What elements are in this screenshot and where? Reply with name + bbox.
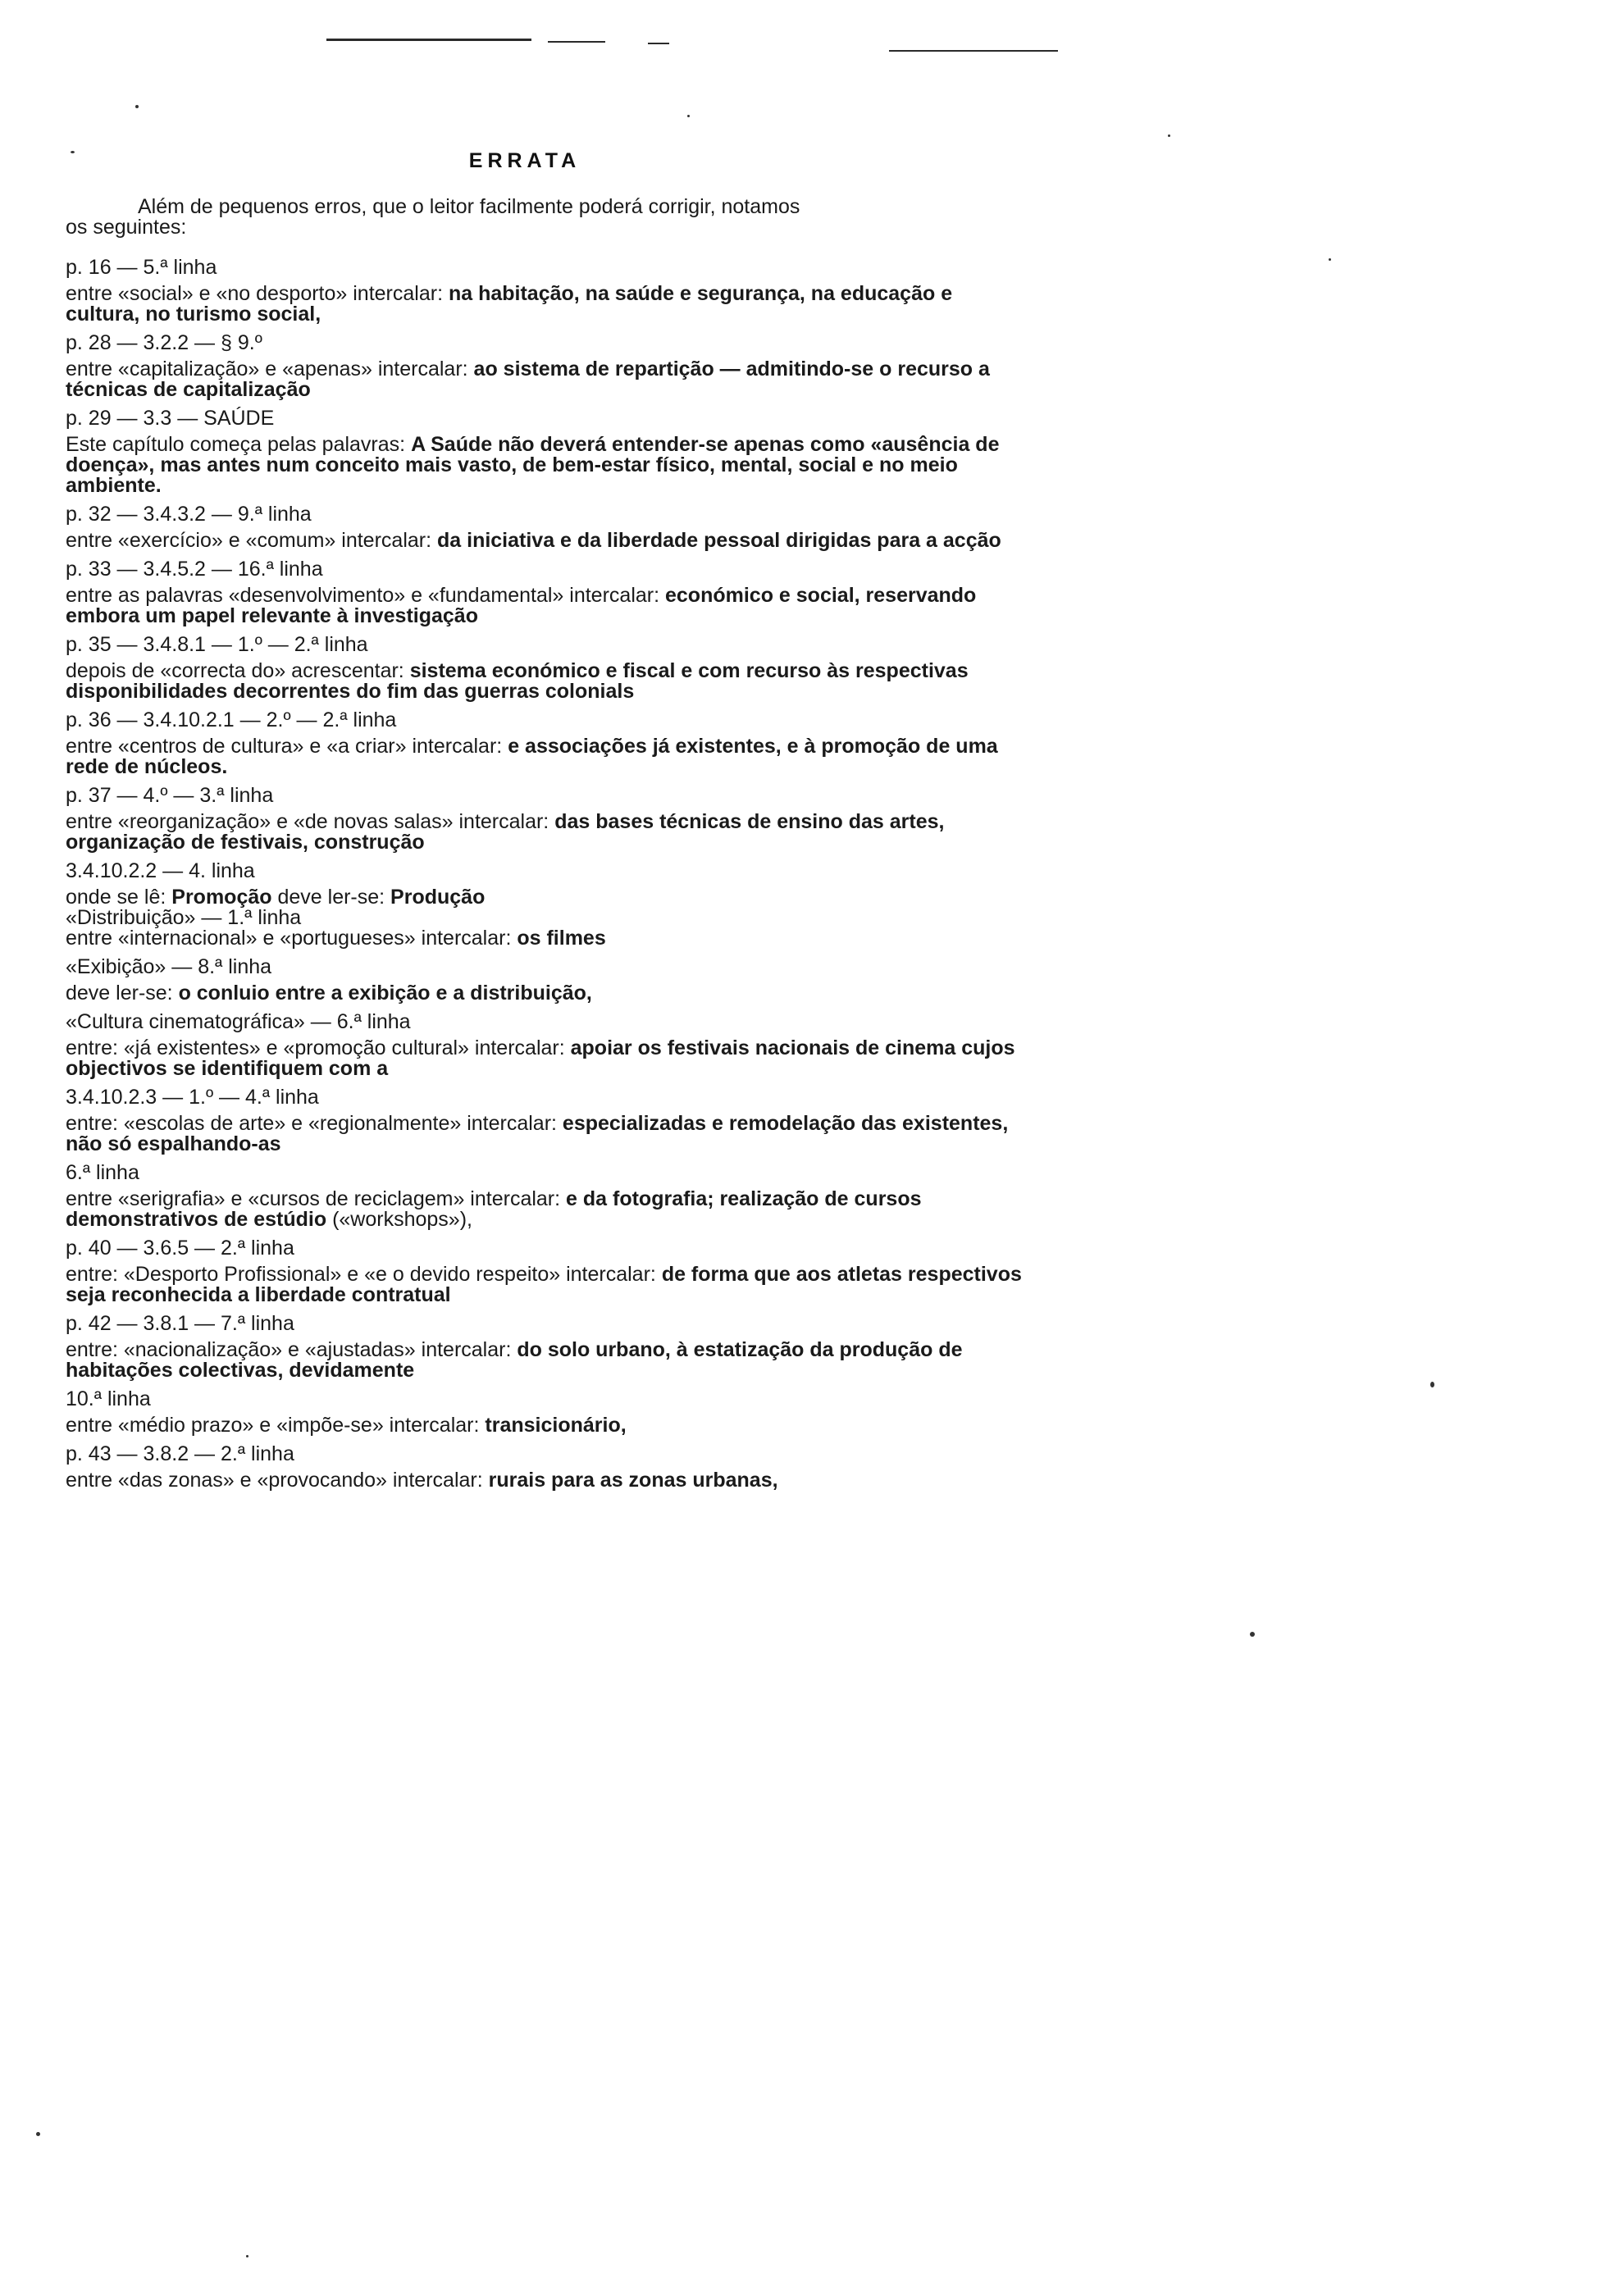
entry-reference: p. 16 — 5.ª linha [66, 256, 217, 279]
scan-rule-top-4 [889, 50, 1058, 52]
entry-reference: «Exibição» — 8.ª linha [66, 955, 272, 978]
entry-instruction: depois de «correcta do» acrescentar: [66, 659, 410, 682]
entry-correction: os filmes [517, 927, 606, 950]
entry-text [66, 661, 1025, 702]
entry-correction: o conluio entre a exibição e a distribuição, [178, 982, 592, 1004]
entry-reference: 3.4.10.2.2 — 4. linha [66, 859, 255, 882]
entry-reference: p. 29 — 3.3 — SAÚDE [66, 407, 275, 430]
scan-speck [1250, 1632, 1255, 1637]
entry-correction: e associações já existentes, e à promoção de uma rede de núcleos. [66, 735, 998, 778]
entry-correction: rurais para as zonas urbanas, [488, 1469, 778, 1492]
entry-instruction: entre: «escolas de arte» e «regionalmente» intercalar: [66, 1112, 563, 1135]
entry-text [66, 1264, 1025, 1305]
entry-instruction: onde se lê: [66, 886, 172, 909]
errata-entry [66, 257, 1025, 325]
intro-line-2: os seguintes: [66, 216, 187, 239]
errata-content [66, 197, 1025, 1499]
entry-reference: p. 35 — 3.4.8.1 — 1.º — 2.ª linha [66, 633, 368, 656]
entry-text [66, 585, 1025, 626]
entry-text [66, 1189, 1025, 1230]
errata-entry [66, 333, 1025, 400]
scan-speck [135, 105, 139, 108]
scan-rule-top-2 [548, 41, 605, 43]
entry-correction: da iniciativa e da liberdade pessoal dirigidas para a acção [437, 529, 1001, 552]
page-title: ERRATA [468, 149, 581, 172]
entry-instruction: entre «exercício» e «comum» intercalar: [66, 529, 437, 552]
entry-text [66, 928, 1025, 949]
entry-text [66, 736, 1025, 777]
entry-text [66, 1038, 1025, 1079]
entry-instruction: entre as palavras «desenvolvimento» e «fundamental» intercalar: [66, 584, 665, 607]
entry-text [66, 887, 1025, 908]
scan-rule-top-1 [326, 39, 531, 41]
errata-entry [66, 861, 1025, 949]
entry-reference: 6.ª linha [66, 1161, 139, 1184]
entry-text [66, 1470, 1025, 1491]
entry-instruction: entre «serigrafia» e «cursos de reciclagem» intercalar: [66, 1187, 567, 1210]
entry-instruction: entre «médio prazo» e «impõe-se» intercalar: [66, 1414, 486, 1437]
intro-line-1: Além de pequenos erros, que o leitor facilmente poderá corrigir, notamos [138, 195, 800, 218]
entry-correction: sistema económico e fiscal e com recurso às respectivas disponibilidades decorrentes do fim das guerras colonials [66, 659, 969, 703]
entry-correction: apoiar os festivais nacionais de cinema cujos objectivos se identifiquem com a [66, 1036, 1015, 1080]
scan-speck [1329, 258, 1331, 261]
entry-subreference: «Distribuição» — 1.ª linha [66, 906, 302, 929]
entry-correction: de forma que aos atletas respectivos seja reconhecida a liberdade contratual [66, 1263, 1022, 1306]
errata-entry [66, 786, 1025, 853]
errata-entry [66, 559, 1025, 626]
entry-reference: p. 40 — 3.6.5 — 2.ª linha [66, 1237, 294, 1260]
scan-speck [1430, 1382, 1434, 1387]
entry-instruction: entre «capitalização» e «apenas» intercalar: [66, 358, 474, 380]
scan-rule-top-3 [648, 43, 669, 44]
errata-entry [66, 1314, 1025, 1381]
entry-reference: «Cultura cinematográfica» — 6.ª linha [66, 1010, 411, 1033]
entry-correction: económico e social, reservando embora um papel relevante à investigação [66, 584, 977, 627]
entry-instruction: entre: «nacionalização» e «ajustadas» intercalar: [66, 1338, 517, 1361]
entry-text [66, 1114, 1025, 1155]
errata-entry [66, 710, 1025, 777]
entry-reference: p. 28 — 3.2.2 — § 9.º [66, 331, 262, 354]
entry-text [66, 435, 1025, 496]
entry-correction: Promoção [171, 886, 272, 909]
errata-entry [66, 957, 1025, 1004]
entry-instruction: entre «internacional» e «portugueses» intercalar: [66, 927, 517, 950]
entry-reference: 10.ª linha [66, 1387, 151, 1410]
entry-reference: p. 36 — 3.4.10.2.1 — 2.º — 2.ª linha [66, 708, 397, 731]
entry-instruction: deve ler-se: [271, 886, 391, 909]
entry-correction: do solo urbano, à estatização da produção de habitações colectivas, devidamente [66, 1338, 963, 1382]
intro-paragraph [66, 197, 1025, 238]
scan-speck [36, 2132, 40, 2136]
entry-text [66, 812, 1025, 853]
entry-reference: p. 43 — 3.8.2 — 2.ª linha [66, 1442, 294, 1465]
entry-reference: p. 42 — 3.8.1 — 7.ª linha [66, 1312, 294, 1335]
entry-instruction: Este capítulo começa pelas palavras: [66, 433, 412, 456]
entry-reference: p. 37 — 4.º — 3.ª linha [66, 784, 274, 807]
entry-correction: e da fotografia; realização de cursos demonstrativos de estúdio [66, 1187, 922, 1231]
errata-entry [66, 1012, 1025, 1079]
entry-correction: das bases técnicas de ensino das artes, organização de festivais, construção [66, 810, 945, 854]
entry-instruction: entre «centros de cultura» e «a criar» intercalar: [66, 735, 508, 758]
errata-entry [66, 504, 1025, 551]
entry-correction: especializadas e remodelação das existentes, não só espalhando-as [66, 1112, 1009, 1155]
errata-entry [66, 1238, 1025, 1305]
entry-correction: ao sistema de repartição — admitindo-se o recurso a técnicas de capitalização [66, 358, 990, 401]
entry-text [66, 1415, 1025, 1436]
entry-instruction: entre: «Desporto Profissional» e «e o devido respeito» intercalar: [66, 1263, 662, 1286]
errata-entry [66, 1389, 1025, 1436]
scan-speck [246, 2255, 248, 2257]
entry-reference: 3.4.10.2.3 — 1.º — 4.ª linha [66, 1086, 319, 1109]
entry-text [66, 531, 1025, 551]
errata-entry [66, 1163, 1025, 1230]
entry-correction: transicionário, [485, 1414, 627, 1437]
entry-reference: p. 33 — 3.4.5.2 — 16.ª linha [66, 558, 323, 581]
entry-text [66, 359, 1025, 400]
entry-correction: Produção [390, 886, 486, 909]
errata-entry [66, 1087, 1025, 1155]
entry-correction: A Saúde não deverá entender-se apenas como «ausência de doença», mas antes num conceito mais vasto, de bem-estar físico, mental, social e no meio ambiente. [66, 433, 1000, 497]
entry-text [66, 1340, 1025, 1381]
scan-speck [687, 115, 690, 117]
entry-instruction: entre «das zonas» e «provocando» intercalar: [66, 1469, 489, 1492]
errata-entry [66, 408, 1025, 496]
scan-speck [1168, 134, 1170, 137]
entry-instruction: («workshops»), [326, 1208, 472, 1231]
entry-instruction: entre «reorganização» e «de novas salas» intercalar: [66, 810, 555, 833]
errata-entry [66, 1444, 1025, 1491]
entry-instruction: entre «social» e «no desporto» intercalar: [66, 282, 449, 305]
entry-reference: p. 32 — 3.4.3.2 — 9.ª linha [66, 503, 312, 526]
entry-instruction: entre: «já existentes» e «promoção cultural» intercalar: [66, 1036, 571, 1059]
entry-correction: na habitação, na saúde e segurança, na educação e cultura, no turismo social, [66, 282, 953, 326]
entry-text [66, 983, 1025, 1004]
entry-text [66, 284, 1025, 325]
errata-entry [66, 635, 1025, 702]
entry-instruction: deve ler-se: [66, 982, 179, 1004]
